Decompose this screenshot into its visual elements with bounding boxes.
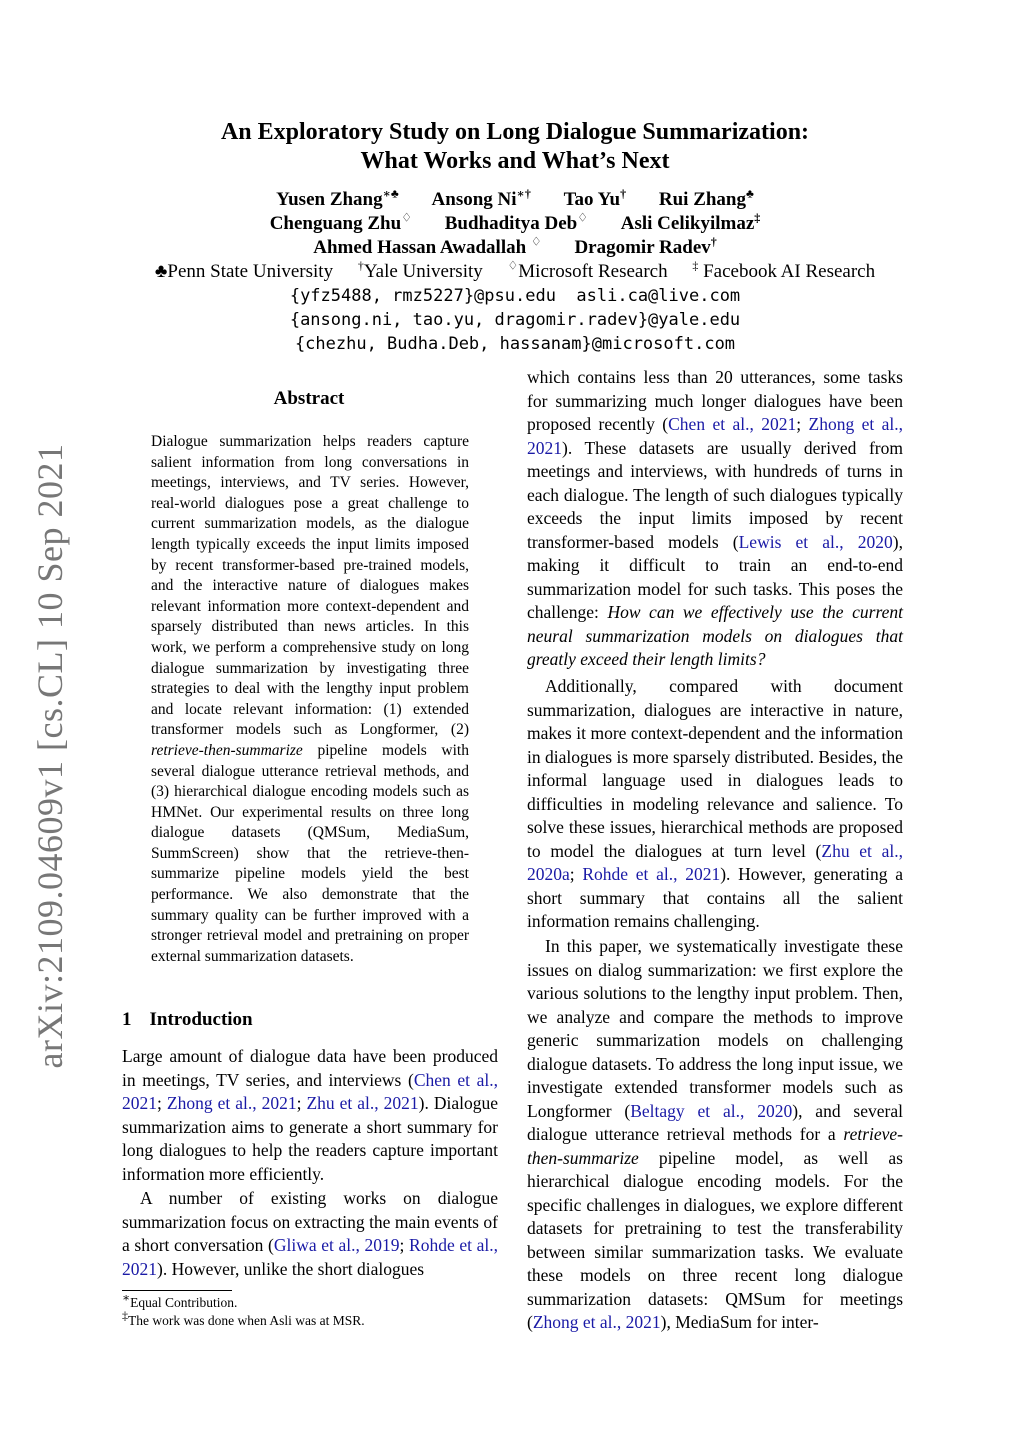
- section-heading-introduction: 1 Introduction: [122, 1009, 253, 1030]
- affiliation: ‡ Facebook AI Research: [692, 258, 876, 282]
- author: Dragomir Radev†: [574, 234, 717, 258]
- affiliation: †Yale University: [357, 258, 483, 282]
- footnote-2: ‡The work was done when Asli was at MSR.: [122, 1308, 365, 1328]
- paper-title-line-2: What Works and What’s Next: [360, 148, 670, 174]
- email-line-3: {chezhu, Budha.Deb, hassanam}@microsoft.com: [294, 334, 736, 354]
- citation-link[interactable]: Zhu et al., 2021: [306, 1093, 419, 1113]
- author: Ahmed Hassan Awadallah ♢: [313, 234, 542, 258]
- citation-link[interactable]: Zhong et al., 2021: [527, 414, 903, 458]
- title-block: [100, 118, 930, 356]
- citation-link[interactable]: Zhu et al., 2020a: [527, 840, 903, 884]
- footnote-1: ∗Equal Contribution.: [122, 1290, 238, 1310]
- citation-link[interactable]: Zhong et al., 2021: [166, 1093, 297, 1113]
- author: Ansong Ni∗†: [431, 186, 531, 210]
- author: Chenguang Zhu♢: [269, 210, 412, 234]
- intro-paragraph-2: A number of existing works on dialogue summarization focus on extracting the main events of a short conversation (Gliwa et al., 2019; Rohde et al., 2021). However, unlike the short dialogues: [122, 1188, 498, 1279]
- abstract-text: Dialogue summarization helps readers capture salient information from long conversations in meetings, interviews, and TV series. However, real-world dialogues pose a great challenge to current summarization models, as the dialogue length typically exceeds the input limits imposed by recent transformer-based pre-trained models, and the interactive nature of dialogues makes relevant information more context-dependent and sparsely distributed than news articles. In this work, we perform a comprehensive study on long dialogue summarization by investigating three strategies to deal with the lengthy input problem and locate relevant information: (1) extended transformer models such as Longformer, (2) retrieve-then-summarize pipeline models with several dialogue utterance retrieval methods, and (3) hierarchical dialogue encoding models such as HMNet. Our experimental results on three long dialogue datasets (QMSum, MediaSum, SummScreen) show that the retrieve-then-summarize pipeline models yield the best performance. We also demonstrate that the summary quality can be further improved with a stronger retrieval model and pretraining on proper external summarization datasets.: [151, 433, 469, 965]
- author-row-2: [100, 212, 930, 236]
- paper-title-line-1: An Exploratory Study on Long Dialogue Summarization:: [220, 119, 810, 145]
- author: Rui Zhang♣: [658, 186, 754, 210]
- citation-link[interactable]: Chen et al., 2021: [668, 414, 797, 434]
- footnote-rule: [122, 1290, 232, 1291]
- author-row-1: [100, 188, 930, 212]
- citation-link[interactable]: Rohde et al., 2021: [582, 864, 721, 884]
- right-paragraph-2: Additionally, compared with document summarization, dialogues are interactive in nature, makes it more context-dependent and the information in dialogues is more sparsely distributed. Besides, the informal language used in dialogues leads to difficulties in modeling relevance and salience. To solve these issues, hierarchical methods are proposed to model the dialogues at turn level (Zhu et al., 2020a; Rohde et al., 2021). However, generating a short summary that contains all the salient information remains challenging.: [527, 676, 903, 931]
- right-paragraph-3: In this paper, we systematically investigate these issues on dialog summarization: we first explore the various solutions to the lengthy input problem. Then, we analyze and compare the methods to improve generic summarization models on challenging dialogue datasets. To address the long input issue, we investigate extended transformer models such as Longformer (Beltagy et al., 2020), and several dialogue utterance retrieval methods for a retrieve-then-summarize pipeline model, as well as hierarchical dialogue encoding models. For the specific challenges in dialogues, we explore different datasets for pretraining to test the transferability between similar summarization tasks. We evaluate these models on three recent long dialogue summarization datasets: QMSum for meetings (Zhong et al., 2021), MediaSum for inter-: [527, 936, 903, 1332]
- email-line-2: {ansong.ni, tao.yu, dragomir.radev}@yale.edu: [289, 310, 741, 330]
- affiliations: [100, 260, 930, 284]
- affiliation: ♣Penn State University: [154, 261, 334, 282]
- citation-link[interactable]: Beltagy et al., 2020: [630, 1100, 793, 1121]
- arxiv-sidebar: [10, 443, 90, 1069]
- right-paragraph-1: which contains less than 20 utterances, some tasks for summarizing much longer dialogues have been proposed recently (Chen et al., 2021; Zhong et al., 2021). These datasets are usually derived from meetings and interviews, with hundreds of turns in each dialogue. The length of such dialogues typically exceeds the input limits imposed by recent transformer-based models (Lewis et al., 2020), making it difficult to train an end-to-end summarization model for such tasks. This poses the challenge: How can we effectively use the current neural summarization models on dialogues that greatly exceed their length limits?: [527, 367, 903, 669]
- arxiv-identifier: arXiv:2109.04609v1 [cs.CL] 10 Sep 2021: [30, 443, 70, 1069]
- citation-link[interactable]: Zhong et al., 2021: [532, 1312, 661, 1332]
- abstract-heading: Abstract: [273, 388, 345, 409]
- affiliation: ♢Microsoft Research: [507, 258, 668, 282]
- intro-paragraph-1: Large amount of dialogue data have been produced in meetings, TV series, and interviews (Chen et al., 2021; Zhong et al., 2021; Zhu et al., 2021). Dialogue summarization aims to generate a short summary for long dialogues to help the readers capture important information more efficiently.: [122, 1046, 499, 1184]
- citation-link[interactable]: Chen et al., 2021: [122, 1069, 499, 1113]
- citation-link[interactable]: Lewis et al., 2020: [738, 531, 893, 552]
- author: Budhaditya Deb♢: [444, 210, 588, 234]
- author: Yusen Zhang∗♣: [276, 186, 399, 210]
- citation-link[interactable]: Rohde et al., 2021: [122, 1235, 498, 1279]
- citation-link[interactable]: Gliwa et al., 2019: [273, 1235, 400, 1255]
- author: Asli Celikyilmaz‡: [620, 210, 761, 234]
- email-line-1: {yfz5488, rmz5227}@psu.edu asli.ca@live.com: [289, 286, 741, 306]
- author-row-3: [100, 236, 930, 260]
- author: Tao Yu†: [563, 186, 627, 210]
